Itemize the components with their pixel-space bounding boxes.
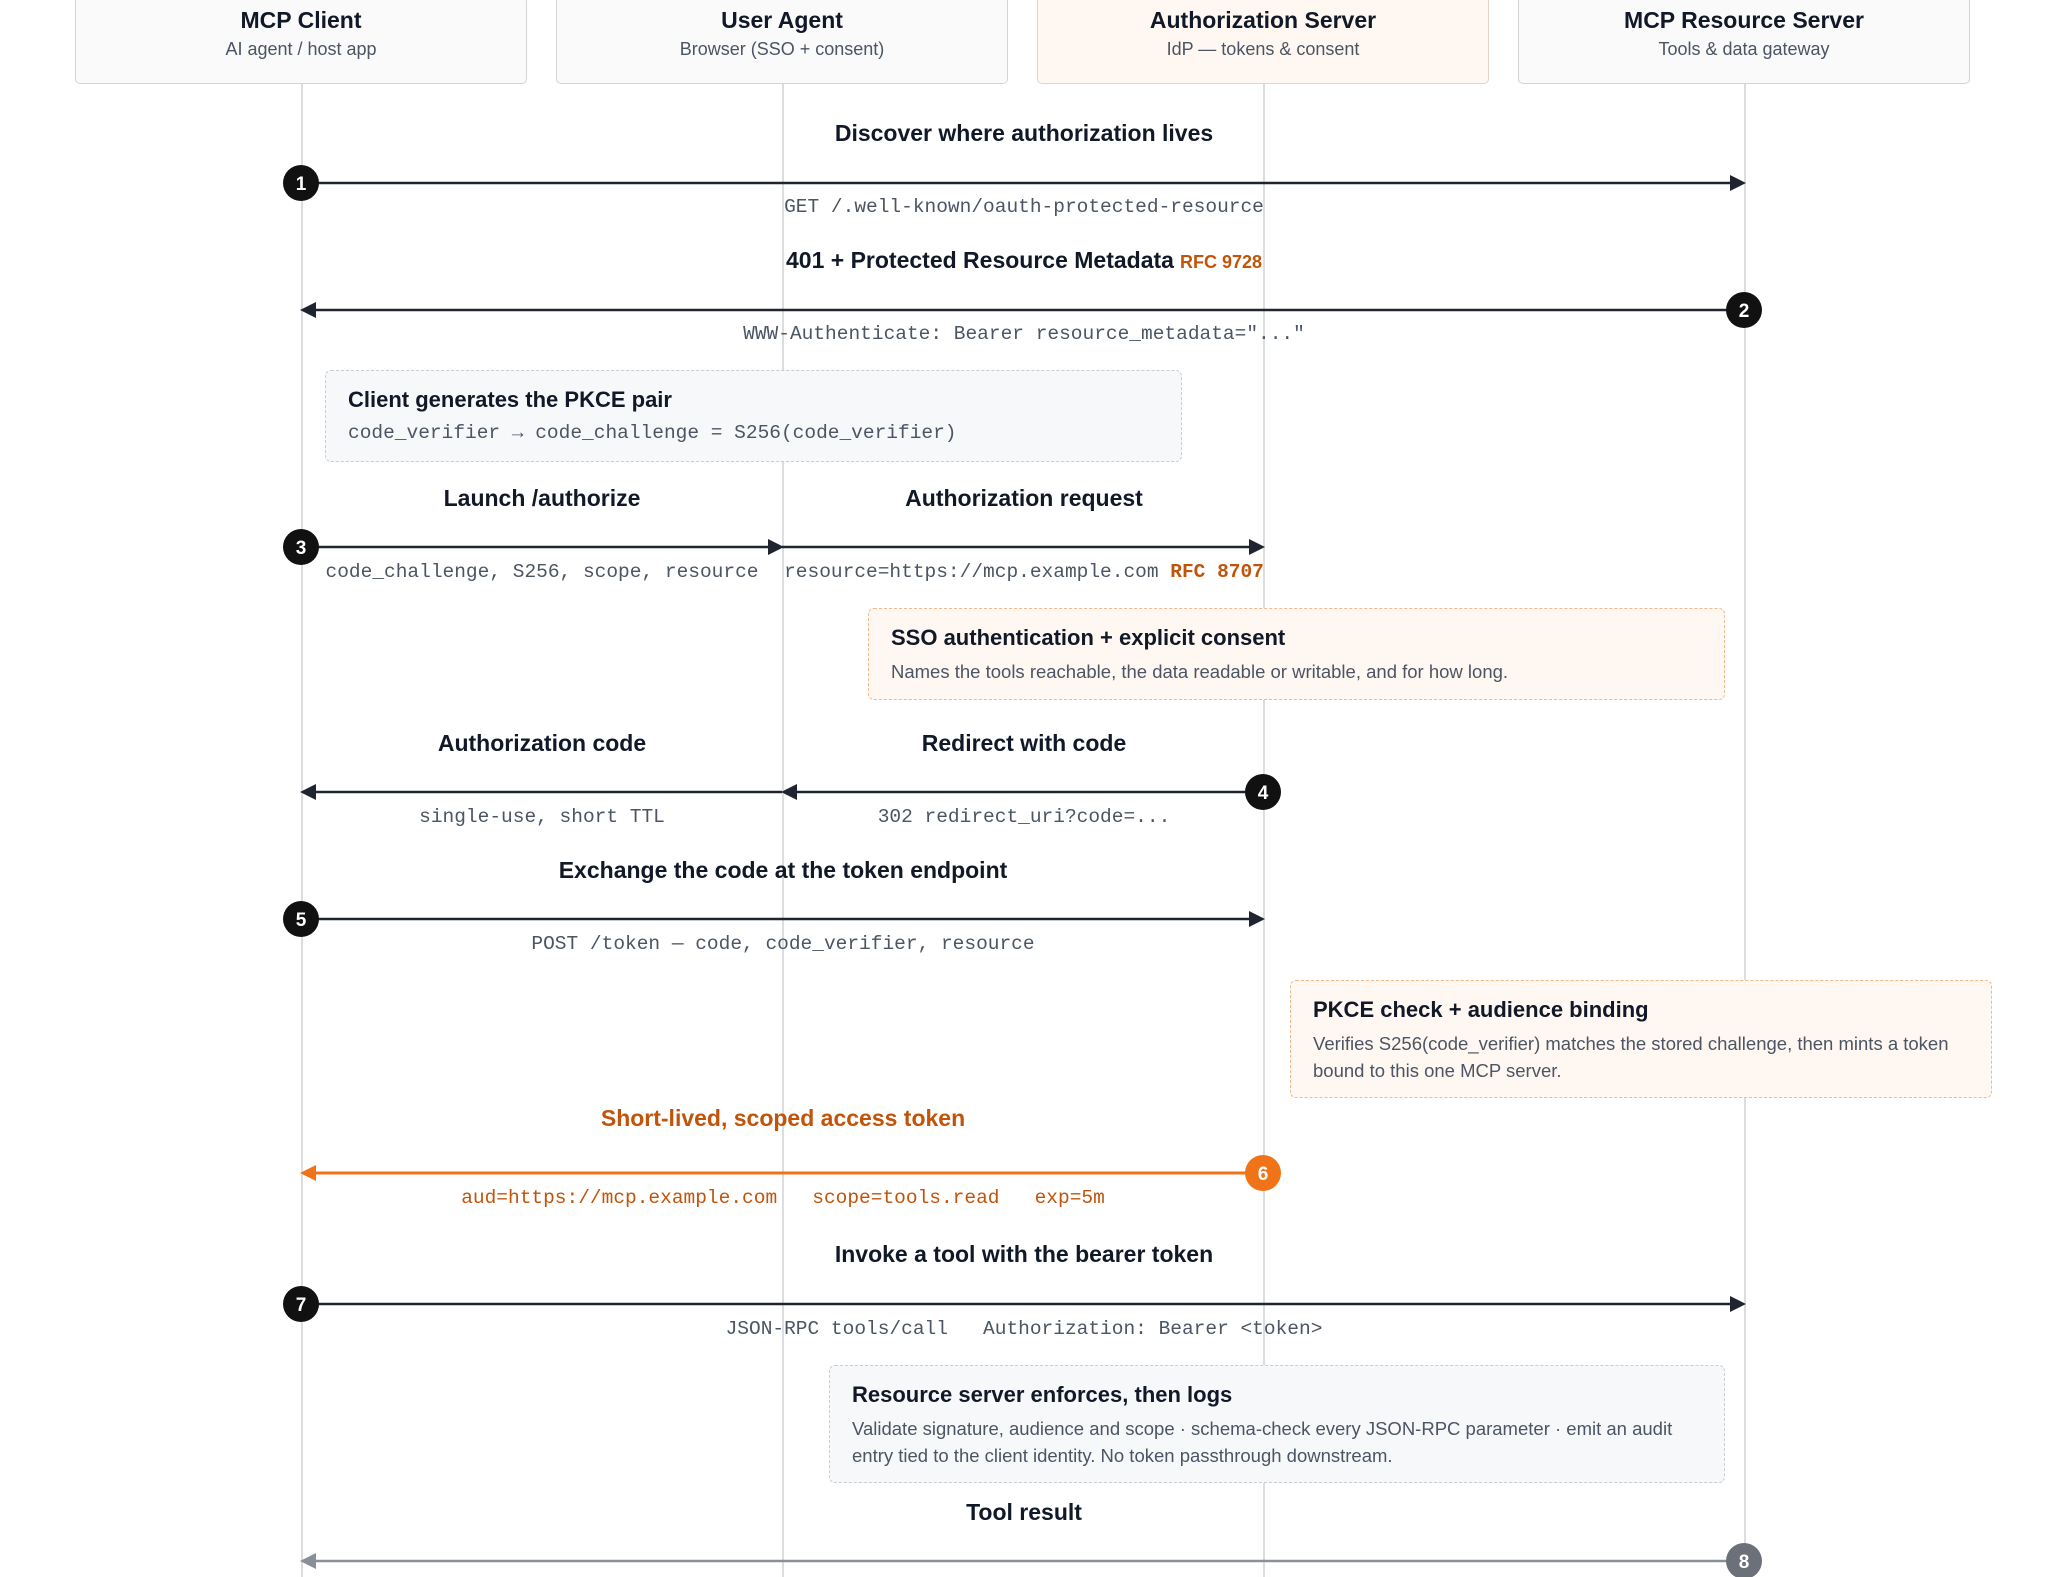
step-number: 3 <box>295 538 307 559</box>
lane-title: User Agent <box>721 7 843 33</box>
lane-subtitle: IdP — tokens & consent <box>1166 39 1360 59</box>
step-number: 4 <box>1257 783 1269 804</box>
message-title-3b: Authorization request <box>905 485 1143 511</box>
message-detail-7: JSON-RPC tools/call Authorization: Bearer <token> <box>725 1318 1323 1340</box>
lane-subtitle: Browser (SSO + consent) <box>679 39 885 59</box>
note-resource-enforces <box>829 1365 1725 1483</box>
step-number: 7 <box>295 1295 307 1316</box>
step-badge-4 <box>1245 774 1281 810</box>
message-arrow-6 <box>300 1165 1263 1181</box>
note-body: code_verifier → code_challenge = S256(code_verifier) <box>348 422 957 444</box>
step-badge-3 <box>283 529 319 565</box>
note-title: Client generates the PKCE pair <box>348 387 672 412</box>
message-title-1: Discover where authorization lives <box>834 120 1214 146</box>
message-arrow-3 <box>301 539 1265 555</box>
message-detail-6: aud=https://mcp.example.com scope=tools.read exp=5m <box>461 1187 1105 1209</box>
lane-subtitle: AI agent / host app <box>225 39 377 59</box>
message-title-text: 401 + Protected Resource Metadata <box>785 247 1174 273</box>
note-body: Names the tools reachable, the data readable or writable, and for how long. <box>891 661 1509 682</box>
step-badge-6 <box>1245 1155 1281 1191</box>
note-title: SSO authentication + explicit consent <box>891 625 1286 650</box>
note-pkce-pair <box>325 370 1182 462</box>
step-badge-5 <box>283 901 319 937</box>
note-title: Resource server enforces, then logs <box>852 1382 1233 1407</box>
lane-subtitle: Tools & data gateway <box>1658 39 1830 59</box>
note-sso-consent <box>868 608 1725 700</box>
step-badge-8 <box>1726 1543 1762 1577</box>
message-arrow-7 <box>301 1296 1746 1312</box>
message-detail-4b: single-use, short TTL <box>419 806 665 828</box>
message-detail-1: GET /.well-known/oauth-protected-resource <box>784 196 1264 218</box>
message-title-4: Redirect with code <box>921 730 1127 756</box>
message-arrow-1 <box>301 175 1746 191</box>
step-badge-2 <box>1726 292 1762 328</box>
message-detail-5: POST /token — code, code_verifier, resource <box>531 933 1035 955</box>
message-title-7: Invoke a tool with the bearer token <box>834 1241 1214 1267</box>
message-detail-2: WWW-Authenticate: Bearer resource_metadata="..." <box>743 323 1305 345</box>
message-arrow-2 <box>300 302 1744 318</box>
note-body: Validate signature, audience and scope · schema-check every JSON-RPC parameter · emit an audit entry tied to the client identity. No token passthrough downstream. <box>852 1418 1673 1466</box>
note-body: Verifies S256(code_verifier) matches the stored challenge, then mints a token bound to this one MCP server. <box>1313 1033 1949 1081</box>
step-number: 2 <box>1738 301 1750 322</box>
message-title-4b: Authorization code <box>437 730 647 756</box>
lane-title: MCP Resource Server <box>1624 7 1864 33</box>
step-badge-1 <box>283 165 319 201</box>
message-title-2 <box>786 247 1262 274</box>
step-number: 1 <box>295 174 307 195</box>
message-detail-3: code_challenge, S256, scope, resource <box>325 561 759 583</box>
step-number: 5 <box>295 910 307 931</box>
lane-title: Authorization Server <box>1149 7 1377 33</box>
message-detail-3b <box>784 561 1264 583</box>
message-title-3: Launch /authorize <box>443 485 641 511</box>
step-number: 6 <box>1257 1164 1269 1185</box>
message-title-8: Tool result <box>966 1499 1082 1525</box>
message-arrow-8 <box>300 1553 1744 1569</box>
message-title-5: Exchange the code at the token endpoint <box>558 857 1008 883</box>
note-pkce-check <box>1290 980 1992 1098</box>
message-arrow-4 <box>300 784 1263 800</box>
note-title: PKCE check + audience binding <box>1313 997 1649 1022</box>
message-detail-4: 302 redirect_uri?code=... <box>877 806 1171 828</box>
message-title-6: Short-lived, scoped access token <box>600 1105 966 1131</box>
lane-title: MCP Client <box>240 7 362 33</box>
message-arrow-5 <box>301 911 1265 927</box>
step-number: 8 <box>1738 1552 1750 1573</box>
rfc-badge: RFC 9728 <box>1179 252 1263 272</box>
step-badge-7 <box>283 1286 319 1322</box>
rfc-badge: RFC 8707 <box>1170 561 1264 583</box>
detail-text: resource=https://mcp.example.com <box>784 561 1159 583</box>
